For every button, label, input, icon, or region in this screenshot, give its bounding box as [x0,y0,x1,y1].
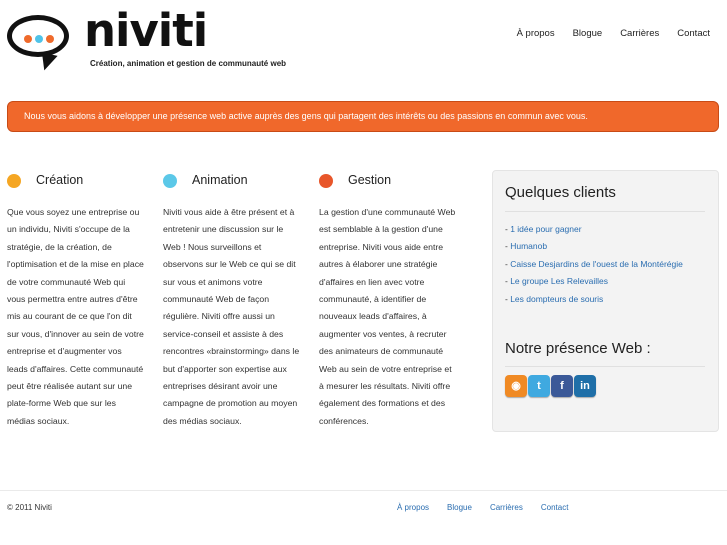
client-link[interactable]: Humanob [510,241,548,252]
nav-link-carrieres[interactable]: Carrières [620,28,660,39]
list-item: - Le groupe Les Relevailles [505,276,609,287]
niviti-logo[interactable] [7,4,287,75]
column-heading [319,172,456,188]
client-link[interactable]: Caisse Desjardins de l'ouest de la Montérégie [510,258,683,269]
column-animation [163,172,300,430]
footer-nav [397,503,568,512]
column-creation [7,172,144,430]
clients-list [505,221,683,308]
linkedin-icon[interactable]: in [574,375,596,397]
divider [505,366,705,367]
logo-dot-orange [24,35,32,43]
footer-link-carrieres[interactable]: Carrières [489,503,523,512]
column-heading [163,172,300,188]
footer-link-a-propos[interactable]: À propos [397,503,430,512]
logo-tagline: Création, animation et gestion de communauté web [90,59,287,68]
column-text: Que vous soyez une entreprise ou un individu, Niviti s'occupe de la stratégie, de la création, de l'optimisation et de la mise en place de votre communauté Web qui vous permettra entre autres d'être mis au courant de ce que l'on dit sur vous, d'innover au sein de votre entreprise et d'augmenter vos leads d'affaires. Cette communauté peut être réalisée autant sur une plate-forme Web que sur les médias sociaux. [7,207,144,426]
intro-banner: Nous vous aidons à développer une présence web active auprès des gens qui partagent des intérêts ou des passions en commun avec vous. [7,101,719,132]
client-link[interactable]: Le groupe Les Relevailles [510,276,609,287]
logo-dot-orange-2 [46,35,54,43]
list-item: - Humanob [505,241,548,252]
nav-link-a-propos[interactable]: À propos [516,28,555,39]
speech-bubble-tail [38,53,57,73]
top-nav [517,28,710,39]
copyright: © 2011 Niviti [7,503,52,512]
speech-bubble-icon [7,15,69,57]
social-icons [505,375,596,397]
facebook-icon[interactable]: f [551,375,573,397]
client-link[interactable]: Les dompteurs de souris [510,293,604,304]
rss-icon[interactable]: ◉ [505,375,527,397]
column-title: Animation [192,173,248,187]
orange-dot-icon [7,174,21,188]
client-link[interactable]: 1 idée pour gagner [510,224,582,234]
column-title: Gestion [348,173,392,187]
footer-divider [0,490,727,491]
clients-heading: Quelques clients [505,184,616,201]
presence-heading: Notre présence Web : [505,340,651,357]
blue-dot-icon [163,174,177,188]
list-item: - Caisse Desjardins de l'ouest de la Montérégie [505,258,683,269]
list-item: - 1 idée pour gagner [505,224,582,234]
nav-link-blogue[interactable]: Blogue [572,28,603,39]
logo-dot-blue [35,35,43,43]
footer-link-contact[interactable]: Contact [540,503,569,512]
list-item: - Les dompteurs de souris [505,293,604,304]
column-gestion [319,172,456,430]
column-title: Création [36,173,84,187]
logo-wordmark: niviti [84,4,208,57]
footer-link-blogue[interactable]: Blogue [447,503,472,512]
twitter-icon[interactable]: t [528,375,550,397]
divider [505,211,705,212]
sidebar [492,170,719,432]
column-heading [7,172,144,188]
red-dot-icon [319,174,333,188]
column-text: La gestion d'une communauté Web est semblable à la gestion d'une entreprise. Niviti vous aide entre autres à élaborer une stratégie d'affaires en lien avec votre communauté, à identifier de nouveaux leads d'affaires, à augmenter vos ventes, à recruter des animateurs de communauté Web au sein de votre entreprise et à mesurer les résultats. Niviti offre également des formations et des conférences. [319,207,456,426]
nav-link-contact[interactable]: Contact [677,28,710,39]
column-text: Niviti vous aide à être présent et à entretenir une discussion sur le Web ! Nous surveillons et observons sur le Web ce qui se dit sur vous et animons votre communauté Web de façon régulière. Niviti offre aussi un service-conseil et assiste à des rencontres «brainstorming» dans le but d'apporter son expertise aux entreprises désirant avoir une campagne de promotion au moyen des médias sociaux. [163,207,300,426]
